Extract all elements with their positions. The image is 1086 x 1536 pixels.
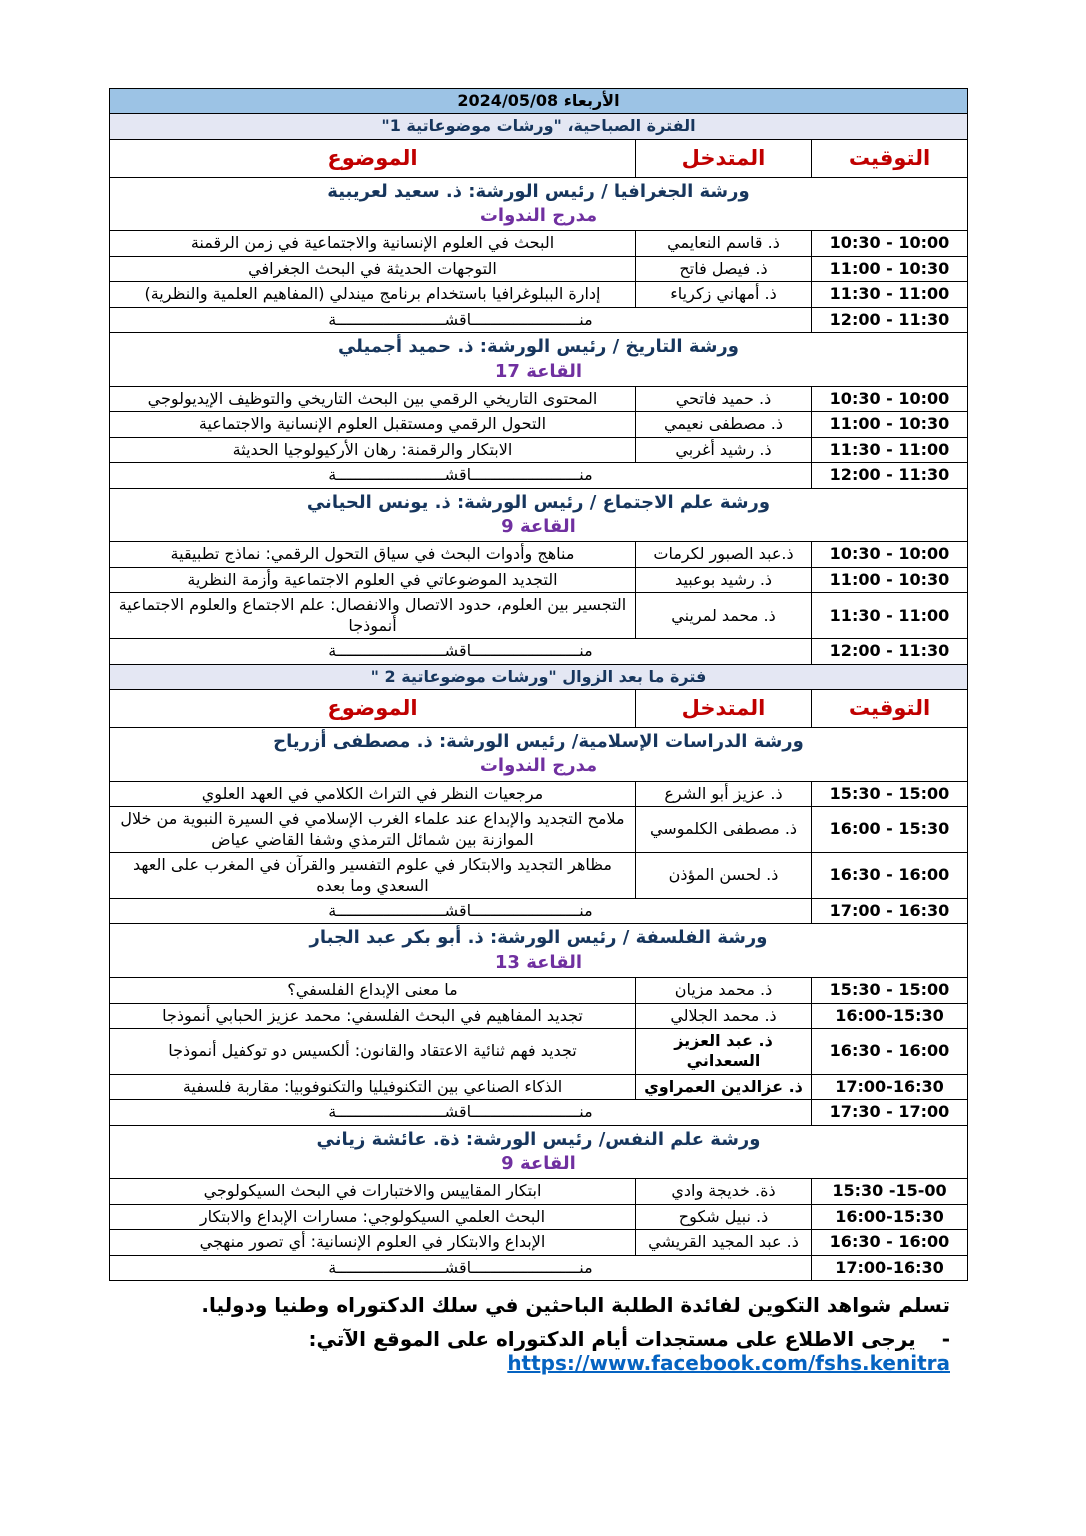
presentation-topic: الابتكار والرقمنة: رهان الأركيولوجيا الحديثة [109, 437, 635, 462]
workshop-title: ورشة الدراسات الإسلامية/ رئيس الورشة: ذ. مصطفى أزرياح [273, 731, 804, 753]
workshop-header-row [109, 1125, 967, 1179]
discussion-label: منـــــــــــــــــــــــاقشـــــــــــــــــــــــة [109, 639, 811, 664]
discussion-row [109, 898, 967, 923]
time-slot: 16:30 - 16:00 [812, 1028, 968, 1074]
footer [0, 1293, 1014, 1375]
table-row [109, 1179, 967, 1204]
column-header-row [109, 690, 967, 728]
table-row [109, 437, 967, 462]
time-slot: 17:00-16:30 [812, 1255, 968, 1280]
time-slot: 17:00 - 16:30 [812, 898, 968, 923]
workshop-title: ورشة علم النفس/ رئيس الورشة: ذة. عائشة زياني [316, 1128, 761, 1150]
footer-note-updates [0, 1327, 950, 1375]
discussion-label: منـــــــــــــــــــــــاقشـــــــــــــــــــــــة [109, 463, 811, 488]
presentation-topic: مظاهر التجديد والابتكار في علوم التفسير والقرآن في المغرب على العهد السعدي وما بعده [109, 853, 635, 899]
workshop-room: القاعة 9 [501, 1153, 576, 1175]
presentation-topic: إدارة الببلوغرافيا باستخدام برنامج ميندلي (المفاهيم العلمية والنظرية) [109, 282, 635, 307]
presentation-topic: ابتكار المقاييس والاختبارات في البحث السيكولوجي [109, 1179, 635, 1204]
discussion-row [109, 1100, 967, 1125]
speaker-name: ذ. فيصل فاتح [636, 256, 812, 281]
time-slot: 15:30 - 15:00 [812, 781, 968, 806]
time-slot: 11:30 - 11:00 [812, 282, 968, 307]
time-slot: 16:00 - 15:30 [812, 807, 968, 853]
discussion-label: منـــــــــــــــــــــــاقشـــــــــــــــــــــــة [109, 898, 811, 923]
time-slot: 12:00 - 11:30 [812, 307, 968, 332]
column-header-row [109, 139, 967, 177]
speaker-name: ذ. نبيل شكوح [636, 1204, 812, 1229]
workshop-header-cell [109, 728, 967, 782]
column-header-time: التوقيت [812, 690, 968, 728]
workshop-room: مدرج الندوات [479, 755, 598, 777]
session-band-row [109, 664, 967, 689]
workshop-room: القاعة 13 [494, 951, 583, 973]
table-row [109, 593, 967, 639]
time-slot: 15:30 -15-00 [812, 1179, 968, 1204]
session-band-title: الفترة الصباحية، "ورشات موضوعاتية 1" [109, 114, 967, 139]
discussion-label: منـــــــــــــــــــــــاقشـــــــــــــــــــــــة [109, 307, 811, 332]
presentation-topic: مرجعيات النظر في التراث الكلامي في العهد العلوي [109, 781, 635, 806]
speaker-name: ذ. عبد العزيز السعداني [636, 1028, 812, 1074]
discussion-row [109, 1255, 967, 1280]
discussion-row [109, 463, 967, 488]
time-slot: 12:00 - 11:30 [812, 463, 968, 488]
workshop-title: ورشة التاريخ / رئيس الورشة: ذ. حميد أجميلي [337, 336, 739, 358]
time-slot: 10:30 - 10:00 [812, 231, 968, 256]
discussion-row [109, 307, 967, 332]
workshop-title: ورشة الجغرافيا / رئيس الورشة: ذ. سعيد لعريبية [327, 180, 750, 202]
speaker-name: ذ. عزيز أبو الشرع [636, 781, 812, 806]
speaker-name: ذة. خديجة وادي [636, 1179, 812, 1204]
presentation-topic: التجسير بين العلوم، حدود الاتصال والانفصال: علم الاجتماع والعلوم الاجتماعية أنموذجا [109, 593, 635, 639]
table-row [109, 386, 967, 411]
workshop-header-cell [109, 1125, 967, 1179]
speaker-name: ذ. مصطفى نعيمي [636, 412, 812, 437]
presentation-topic: التجديد الموضوعاتي في العلوم الاجتماعية وأزمة النظرية [109, 567, 635, 592]
facebook-link[interactable]: https://www.facebook.com/fshs.kenitra [507, 1351, 950, 1376]
speaker-name: ذ. قاسم النعايمي [636, 231, 812, 256]
column-header-topic: الموضوع [109, 139, 635, 177]
list-dash-marker: - [941, 1327, 950, 1352]
time-slot: 11:30 - 11:00 [812, 437, 968, 462]
table-row [109, 1230, 967, 1255]
presentation-topic: التحول الرقمي ومستقبل العلوم الإنسانية والاجتماعية [109, 412, 635, 437]
workshop-room: القاعة 9 [501, 516, 576, 538]
column-header-topic: الموضوع [109, 690, 635, 728]
table-row [109, 412, 967, 437]
workshop-title: ورشة الفلسفة / رئيس الورشة: ذ. أبو بكر عبد الجبار [309, 927, 768, 949]
workshop-room: القاعة 17 [494, 360, 583, 382]
speaker-name: ذ. محمد لمريني [636, 593, 812, 639]
time-slot: 11:00 - 10:30 [812, 412, 968, 437]
table-row [109, 1028, 967, 1074]
workshop-header-row [109, 924, 967, 978]
workshop-room: مدرج الندوات [479, 205, 598, 227]
speaker-name: ذ. عزالدين العمراوي [636, 1074, 812, 1099]
time-slot: 16:30 - 16:00 [812, 853, 968, 899]
schedule-table [109, 88, 968, 1281]
workshop-header-cell [109, 177, 967, 231]
column-header-speaker: المتدخل [636, 690, 812, 728]
table-row [109, 807, 967, 853]
discussion-label: منـــــــــــــــــــــــاقشـــــــــــــــــــــــة [109, 1255, 811, 1280]
presentation-topic: الإبداع والابتكار في العلوم الإنسانية: أي تصور منهجي [109, 1230, 635, 1255]
presentation-topic: تجديد فهم ثنائية الاعتقاد والقانون: ألكسيس دو توكفيل أنموذجا [109, 1028, 635, 1074]
table-row [109, 853, 967, 899]
presentation-topic: الذكاء الصناعي بين التكنوفيليا والتكنوفوبيا: مقاربة فلسفية [109, 1074, 635, 1099]
workshop-title: ورشة علم الاجتماع / رئيس الورشة: ذ. يونس الحياني [306, 491, 771, 513]
speaker-name: ذ. لحسن المؤذن [636, 853, 812, 899]
workshop-header-row [109, 333, 967, 387]
time-slot: 16:30 - 16:00 [812, 1230, 968, 1255]
speaker-name: ذ. مصطفى الكلموسي [636, 807, 812, 853]
speaker-name: ذ. رشيد بوعبيد [636, 567, 812, 592]
table-row [109, 542, 967, 567]
date-title: الأربعاء 2024/05/08 [109, 89, 967, 114]
workshop-header-cell [109, 924, 967, 978]
time-slot: 17:00-16:30 [812, 1074, 968, 1099]
time-slot: 16:00-15:30 [812, 1003, 968, 1028]
time-slot: 11:30 - 11:00 [812, 593, 968, 639]
speaker-name: ذ.عبد الصبور لكرمات [636, 542, 812, 567]
column-header-speaker: المتدخل [636, 139, 812, 177]
workshop-header-cell [109, 488, 967, 542]
speaker-name: ذ. عبد المجيد القريشي [636, 1230, 812, 1255]
table-row [109, 256, 967, 281]
workshop-header-row [109, 488, 967, 542]
time-slot: 17:30 - 17:00 [812, 1100, 968, 1125]
discussion-label: منـــــــــــــــــــــــاقشـــــــــــــــــــــــة [109, 1100, 811, 1125]
time-slot: 11:00 - 10:30 [812, 256, 968, 281]
time-slot: 10:30 - 10:00 [812, 386, 968, 411]
table-row [109, 282, 967, 307]
presentation-topic: ما معنى الإبداع الفلسفي؟ [109, 978, 635, 1003]
workshop-header-cell [109, 333, 967, 387]
speaker-name: ذ. محمد مزيان [636, 978, 812, 1003]
table-row [109, 781, 967, 806]
discussion-row [109, 639, 967, 664]
speaker-name: ذ. أمهاني زكرياء [636, 282, 812, 307]
presentation-topic: البحث في العلوم الإنسانية والاجتماعية في زمن الرقمنة [109, 231, 635, 256]
presentation-topic: التوجهات الحديثة في البحث الجغرافي [109, 256, 635, 281]
speaker-name: ذ. محمد الجلالي [636, 1003, 812, 1028]
schedule-sheet [110, 88, 968, 1375]
date-row [109, 89, 967, 114]
table-row [109, 1003, 967, 1028]
workshop-header-row [109, 177, 967, 231]
footer-updates-text: يرجى الاطلاع على مستجدات أيام الدكتوراه على الموقع الآتي: [308, 1327, 916, 1352]
presentation-topic: مناهج وأدوات البحث في سياق التحول الرقمي: نماذج تطبيقية [109, 542, 635, 567]
table-row [109, 567, 967, 592]
table-row [109, 231, 967, 256]
speaker-name: ذ. رشيد أغربي [636, 437, 812, 462]
time-slot: 10:30 - 10:00 [812, 542, 968, 567]
presentation-topic: المحتوى التاريخي الرقمي بين البحث التاريخي والتوظيف الإيديولوجي [109, 386, 635, 411]
time-slot: 11:00 - 10:30 [812, 567, 968, 592]
column-header-time: التوقيت [812, 139, 968, 177]
table-row [109, 1074, 967, 1099]
time-slot: 15:30 - 15:00 [812, 978, 968, 1003]
presentation-topic: تجديد المفاهيم في البحث الفلسفي: محمد عزيز الحبابي أنموذجا [109, 1003, 635, 1028]
presentation-topic: البحث العلمي السيكولوجي: مسارات الإبداع والابتكار [109, 1204, 635, 1229]
workshop-header-row [109, 728, 967, 782]
session-band-title: فترة ما بعد الزوال "ورشات موضوعاتية 2 " [109, 664, 967, 689]
time-slot: 12:00 - 11:30 [812, 639, 968, 664]
session-band-row [109, 114, 967, 139]
time-slot: 16:00-15:30 [812, 1204, 968, 1229]
footer-note-certificates: تسلم شواهد التكوين لفائدة الطلبة الباحثين في سلك الدكتوراه وطنيا ودوليا. [201, 1293, 950, 1318]
table-row [109, 1204, 967, 1229]
speaker-name: ذ. حميد فاتحي [636, 386, 812, 411]
presentation-topic: ملامح التجديد والإبداع عند علماء الغرب الإسلامي في السيرة النبوية من خلال الموازنة بين شمائل الترمذي وشفا القاضي عياض [109, 807, 635, 853]
table-row [109, 978, 967, 1003]
